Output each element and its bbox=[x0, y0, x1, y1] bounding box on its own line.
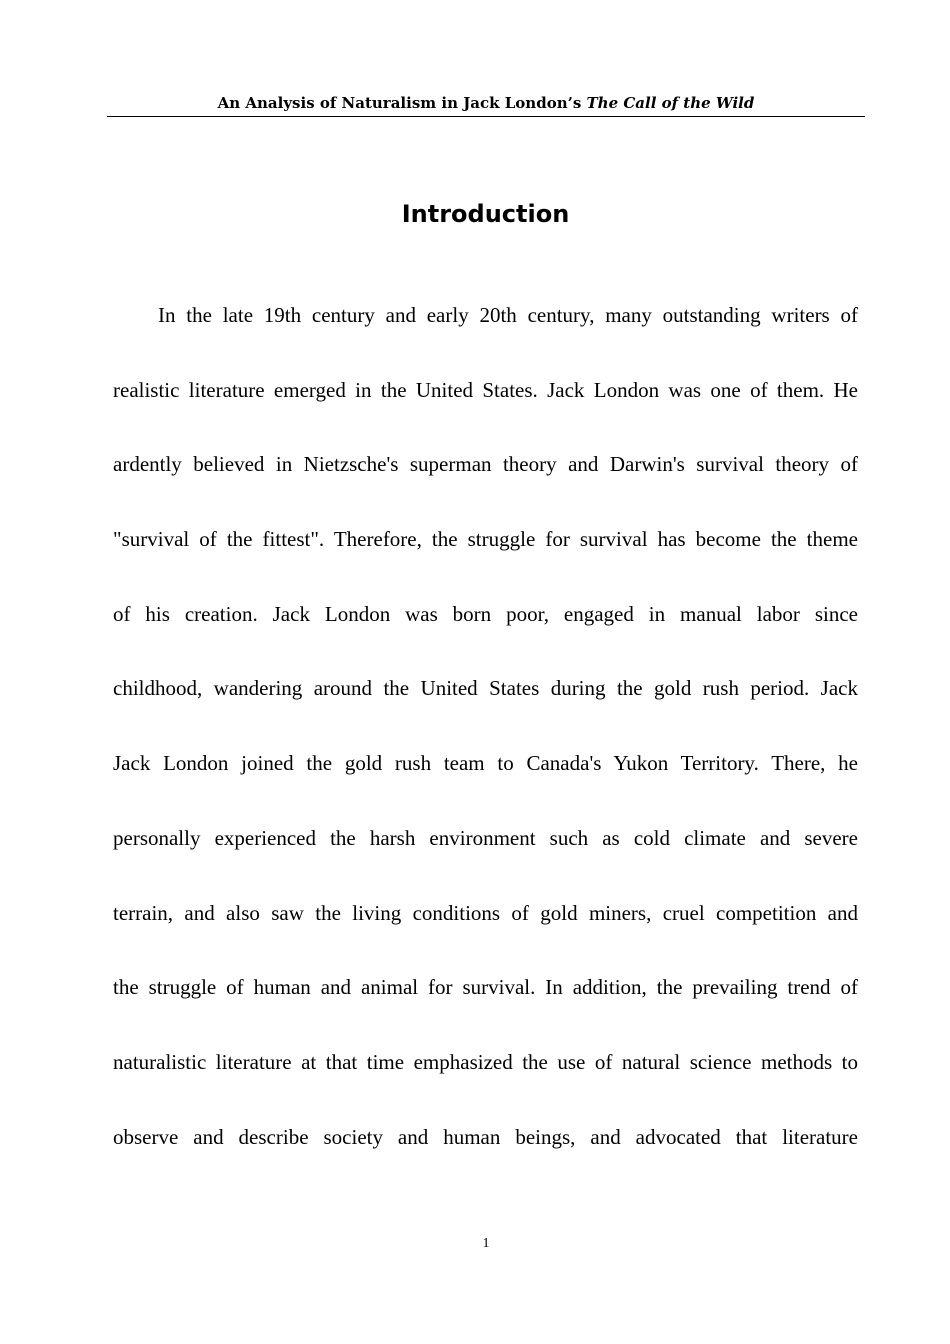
section-heading: Introduction bbox=[401, 200, 570, 228]
body-line: "survival of the fittest". Therefore, the struggle for survival has become the theme bbox=[113, 527, 858, 552]
body-line: naturalistic literature at that time emphasized the use of natural science methods to bbox=[113, 1049, 858, 1074]
page-number: 1 bbox=[482, 1236, 490, 1251]
body-line: realistic literature emerged in the United States. Jack London was one of them. He bbox=[113, 377, 858, 402]
body-line: observe and describe society and human beings, and advocated that literature bbox=[113, 1124, 858, 1149]
header-title-prefix: An Analysis of Naturalism in Jack London’s bbox=[217, 94, 587, 112]
body-paragraph bbox=[113, 296, 858, 1192]
body-line: personally experienced the harsh environment such as cold climate and severe bbox=[113, 825, 858, 850]
body-line: terrain, and also saw the living conditions of gold miners, cruel competition and bbox=[113, 900, 858, 925]
body-line: In the late 19th century and early 20th century, many outstanding writers of bbox=[158, 303, 858, 327]
body-line: ardently believed in Nietzsche's superman theory and Darwin's survival theory of bbox=[113, 452, 858, 477]
body-line: of his creation. Jack London was born poor, engaged in manual labor since bbox=[113, 601, 858, 626]
body-line: childhood, wandering around the United States during the gold rush period. Jack bbox=[113, 676, 858, 701]
body-line: the struggle of human and animal for survival. In addition, the prevailing trend of bbox=[113, 975, 858, 1000]
header-title-italic: The Call of the Wild bbox=[586, 94, 755, 112]
body-line: Jack London joined the gold rush team to Canada's Yukon Territory. There, he bbox=[113, 751, 858, 776]
running-header bbox=[107, 93, 865, 117]
